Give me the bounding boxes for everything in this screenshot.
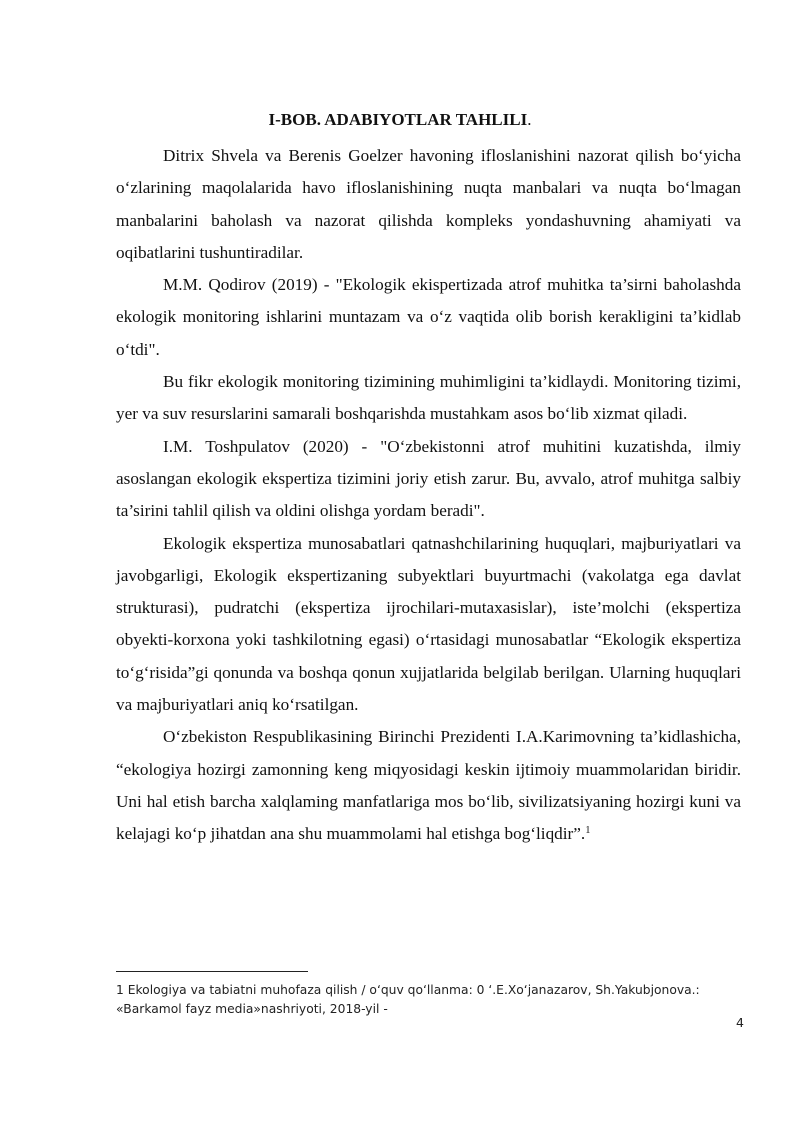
chapter-heading bbox=[0, 109, 800, 131]
paragraph-3: Bu fikr ekologik monitoring tizimining muhimligini ta’kidlaydi. Monitoring tizimi, yer va suv resurslarini samarali boshqarishda mustahkam asos bo‘lib xizmat qiladi. bbox=[116, 372, 741, 424]
chapter-title: I-BOB. ADABIYOTLAR TAHLILI bbox=[268, 110, 528, 129]
paragraph-6 bbox=[116, 721, 741, 850]
footnote bbox=[116, 981, 736, 1019]
paragraph-5: Ekologik ekspertiza munosabatlari qatnashchilarining huquqlari, majburiyatlari va javobgarligi, Ekologik ekspertizaning subyektlari buyurtmachi (vakolatga ega davlat strukturasi), pudratchi (ekspertiza ijrochilari-mutaxasislar), iste’molchi (ekspertiza obyekti-korxona yoki tashkilotning egasi) o‘rtasidagi munosabatlar “Ekologik ekspertiza to‘g‘risida”gi qonunda va boshqa qonun xujjatlarida belgilab berilgan. Ularning huquqlari va majburiyatlari aniq ko‘rsatilgan. bbox=[116, 533, 741, 715]
paragraph-2: M.M. Qodirov (2019) - "Ekologik ekispertizada atrof muhitka ta’sirni baholashda ekologik monitoring ishlarini muntazam va o‘z vaqtida olib borish kerakligini ta’kidlab o‘tdi". bbox=[116, 275, 741, 359]
footnote-line-2: «Barkamol fayz media»nashriyoti, 2018-yil - bbox=[116, 1002, 388, 1016]
body-text bbox=[116, 140, 741, 851]
footnote-line-1: 1 Ekologiya va tabiatni muhofaza qilish / o‘quv qo‘llanma: 0 ‘.E.Xo‘janazarov, Sh.Yakubjonova.: bbox=[116, 983, 700, 997]
paragraph-4: I.M. Toshpulatov (2020) - "O‘zbekistonni atrof muhitini kuzatishda, ilmiy asoslangan ekologik ekspertiza tizimini joriy etish zarur. Bu, avvalo, atrof muhitga salbiy ta’sirini tahlil qilish va oldini olishga yordam beradi". bbox=[116, 436, 741, 521]
chapter-title-period: . bbox=[527, 110, 532, 129]
paragraph-6-text: O‘zbekiston Respublikasining Birinchi Prezidenti I.A.Karimovning ta’kidlashicha, “ekologiya hozirgi zamonning keng miqyosidagi keskin ijtimoiy muammolaridan biridir. Uni hal etish barcha xalqlaming manfatlariga mos bo‘lib, sivilizatsiyaning hozirgi kuni va kelajagi ko‘p jihatdan ana shu muammolami hal etishga bog‘liqdir”. bbox=[116, 727, 741, 844]
page-number: 4 bbox=[736, 1015, 744, 1030]
footnote-separator bbox=[116, 971, 308, 972]
paragraph-1: Ditrix Shvela va Berenis Goelzer havoning ifloslanishini nazorat qilish bo‘yicha o‘zlarining maqolalarida havo ifloslanishining nuqta manbalari va nuqta bo‘lmagan manbalarini baholash va nazorat qilishda kompleks yondashuvning ahamiyati va oqibatlarini tushuntiradilar. bbox=[116, 146, 741, 262]
footnote-reference: 1 bbox=[585, 825, 591, 837]
